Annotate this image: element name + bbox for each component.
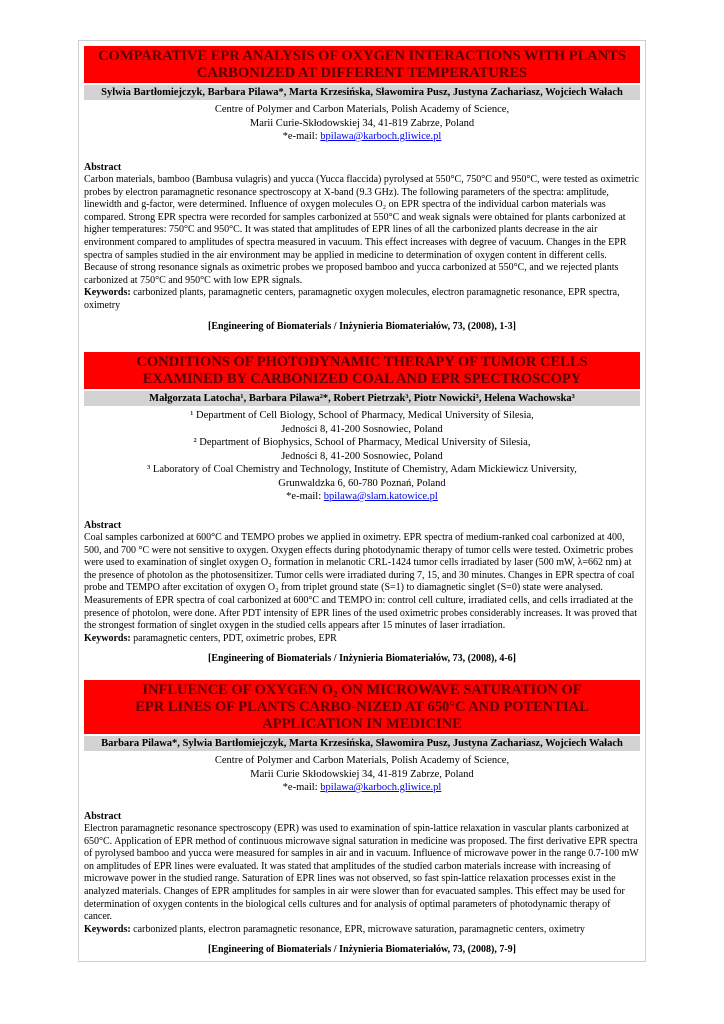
affiliation-line: Centre of Polymer and Carbon Materials, Polish Academy of Science, (214, 104, 510, 115)
title-line: CARBONIZED AT DIFFERENT TEMPERATURES (196, 65, 528, 81)
title-line: COMPARATIVE EPR ANALYSIS OF OXYGEN INTERACTIONS WITH PLANTS (98, 48, 626, 64)
abstract-heading: Abstract (84, 519, 122, 531)
email-label: *e-mail: (282, 131, 321, 142)
abstract (84, 162, 640, 288)
citation: [Engineering of Biomaterials / Inżynieria Biomateriałów, 73, (2008), 1-3] (207, 320, 517, 332)
affiliation (84, 103, 640, 144)
citation: [Engineering of Biomaterials / Inżynieria Biomateriałów, 73, (2008), 4-6] (207, 653, 517, 665)
abstract-text: Electron paramagnetic resonance spectroscopy (EPR) was used to examination of spin-lattice relaxation in vascular plants carbonized at 650°C. Application of EPR method of continuous microwave signal saturation in medicine was proposed. The first derivative EPR spectra of pyrolysed bamboo and yucca were measured for samples in air and in vacuum. Influence of microwave power in the range 0.7-100 mW on amplitudes of EPR lines were evaluated. It was stated that amplitudes of the studied carbon materials increase with increasing of microwave power in the studied range. Saturation of EPR lines was not observed, so fast spin-lattice relaxation processes exist in the analyzed materials. Changes of EPR amplitudes for samples in air were slower than for evacuated samples. This effect may be used for determination of oxygen contents in the biological cells cultures and for analysis of optimal parameters of photodynamic therapy of cancer. (84, 823, 639, 923)
affiliation-line: Jedności 8, 41-200 Sosnowiec, Poland (281, 423, 443, 435)
abstract-heading: Abstract (84, 161, 122, 173)
keywords-text: carbonized plants, electron paramagnetic resonance, EPR, microwave saturation, paramagnetic centers, oximetry (130, 923, 585, 935)
abstract-heading: Abstract (84, 810, 122, 822)
keywords-text: paramagnetic centers, PDT, oximetric probes, EPR (130, 632, 337, 644)
keywords-label: Keywords: (84, 632, 131, 644)
keywords (84, 633, 640, 646)
article-title (84, 352, 640, 389)
affiliation (84, 754, 640, 795)
authors: Małgorzata Latocha¹, Barbara Pilawa²*, Robert Pietrzak³, Piotr Nowicki³, Helena Wachowska³ (84, 391, 640, 406)
email-line (84, 130, 640, 144)
affiliation-line: ² Department of Biophysics, School of Pharmacy, Medical University of Silesia, (193, 437, 531, 448)
keywords-text: carbonized plants, paramagnetic centers, paramagnetic oxygen molecules, electron paramagnetic resonance, EPR spectra, oximetry (84, 287, 620, 312)
abstract-text: Carbon materials, bamboo (Bambusa vulagris) and yucca (Yucca flaccida) pyrolysed at 550°C, 750°C and 950°C, were tested as oximetric probes by electron paramagnetic resonance spectroscopy at X-band (9.3 GHz). The following parameters of the spectra: amplitude, linewidth and g-factor, were determined. Influence of oxygen molecules O₂ on EPR spectra of the individual carbon materials was compared. Strong EPR spectra were recorded for samples carbonized at 550°C and weak signals were obtained for plants carbonized at higher temperatures: 750°C and 950°C. It was stated that amplitudes of EPR lines of all the carbonized plants decrease in the air environment compared to amplitudes of spectra measured in vacuum. This effect increases with degree of vacuum. Changes in the EPR spectra of samples studied in the air environment may be applied in medicine to determination of oxygen content in different cells. Because of strong resonance signals as oximetric probes we proposed bamboo and yucca carbonized at 550°C, and we rejected plants carbonized at 750°C and 950°C with low EPR signals. (84, 174, 639, 286)
affiliation (84, 409, 640, 504)
article-title (84, 46, 640, 83)
email-label: *e-mail: (286, 491, 324, 502)
title-line: APPLICATION IN MEDICINE (262, 716, 462, 732)
email-link[interactable]: bpilawa@karboch.gliwice.pl (320, 131, 442, 142)
email-link[interactable]: bpilawa@slam.katowice.pl (323, 491, 438, 502)
citation: [Engineering of Biomaterials / Inżynieria Biomateriałów, 73, (2008), 7-9] (207, 944, 517, 956)
keywords-label: Keywords: (84, 287, 131, 299)
email-link[interactable]: bpilawa@karboch.gliwice.pl (320, 782, 442, 793)
keywords (84, 924, 640, 937)
email-label: *e-mail: (282, 782, 321, 793)
authors: Barbara Pilawa*, Sylwia Bartłomiejczyk, Marta Krzesińska, Sławomira Pusz, Justyna Zachariasz, Wojciech Wałach (84, 736, 640, 751)
affiliation-line: Jedności 8, 41-200 Sosnowiec, Poland (281, 450, 443, 462)
affiliation-line: ³ Laboratory of Coal Chemistry and Technology, Institute of Chemistry, Adam Mickiewicz University, (147, 464, 577, 475)
article-1 (84, 46, 640, 332)
affiliation-line: Centre of Polymer and Carbon Materials, Polish Academy of Science, (214, 755, 510, 766)
article-title (84, 680, 640, 734)
title-line: CONDITIONS OF PHOTODYNAMIC THERAPY OF TUMOR CELLS (136, 354, 588, 370)
affiliation-line: Marii Curie Skłodowskiej 34, 41-819 Zabrze, Poland (250, 768, 474, 780)
keywords-label: Keywords: (84, 923, 131, 935)
affiliation-line: ¹ Department of Cell Biology, School of Pharmacy, Medical University of Silesia, (190, 410, 534, 421)
email-line (84, 781, 640, 795)
affiliation-line: Marii Curie-Skłodowskiej 34, 41-819 Zabrze, Poland (249, 117, 475, 129)
title-line: EXAMINED BY CARBONIZED COAL AND EPR SPECTROSCOPY (142, 371, 582, 387)
title-line: EPR LINES OF PLANTS CARBO-NIZED AT 650°C AND POTENTIAL (135, 699, 589, 715)
abstract (84, 520, 640, 633)
keywords (84, 287, 640, 312)
article-2 (84, 352, 640, 664)
article-3 (84, 680, 640, 955)
abstract (84, 811, 640, 924)
abstract-text: Coal samples carbonized at 600°C and TEMPO probes we applied in oximetry. EPR spectra of medium-ranked coal carbonized at 400, 500, and 700 °C were not sensitive to oxygen. Oxygen effects during photodynamic therapy of tumor cells were tested. Oximetric probes were used to examination of singlet oxygen O₂ formation in melanotic CRL-1424 tumor cells irradiated by laser (500 mW, λ=662 nm) at the presence of photolon as the photosensitizer. Tumor cells were irradiated during 7, 15, and 30 minutes. Changes in EPR spectra of coal probe and TEMPO after excitation of oxygen O₂ from triplet ground state (S=1) to diamagnetic singlet (S=0) state were analysed. Measurements of EPR spectra of coal carbonized at 600°C and TEMPO in: control cell culture, irradiated cells, and cells irradiated at the presence of photolon, were done. After PDT intensity of EPR lines of the used oximetric probes considerably increases. It was proved that the strongest formation of singlet oxygen in the studied cells appears after 15 minutes of laser irradiation. (84, 532, 638, 632)
email-line (84, 490, 640, 504)
title-line: INFLUENCE OF OXYGEN O₂ ON MICROWAVE SATURATION OF (142, 682, 582, 698)
affiliation-line: Grunwaldzka 6, 60-780 Poznań, Poland (278, 477, 446, 489)
authors: Sylwia Bartłomiejczyk, Barbara Pilawa*, Marta Krzesińska, Sławomira Pusz, Justyna Zachariasz, Wojciech Wałach (84, 85, 640, 100)
